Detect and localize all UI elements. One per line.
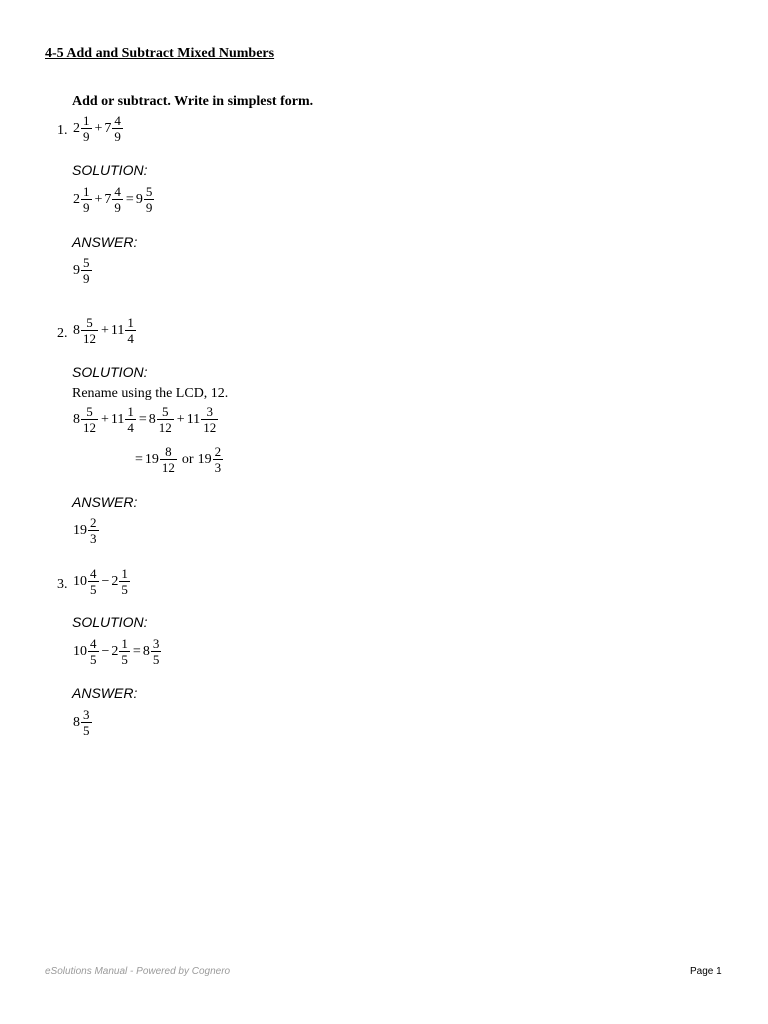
fraction — [81, 185, 92, 214]
whole-number: 2 — [111, 643, 119, 659]
numerator: 4 — [90, 636, 97, 651]
whole-number: 2 — [73, 120, 80, 136]
numerator: 5 — [86, 315, 93, 330]
denominator: 9 — [83, 200, 90, 215]
whole-number: 10 — [73, 573, 87, 589]
fraction — [88, 567, 99, 596]
fraction — [201, 405, 218, 434]
denominator: 5 — [83, 723, 90, 738]
denominator: 9 — [145, 200, 153, 215]
whole-number: 11 — [110, 411, 125, 427]
numerator: 4 — [90, 566, 97, 581]
equals-sign: = — [125, 191, 134, 207]
whole-number: 8 — [142, 643, 150, 659]
numerator: 4 — [114, 184, 121, 199]
denominator: 12 — [83, 420, 96, 435]
fraction — [144, 185, 155, 214]
problem-2-solution-line-1 — [73, 405, 219, 434]
denominator: 5 — [90, 652, 97, 667]
operator: + — [101, 411, 109, 427]
fraction — [213, 445, 224, 474]
answer-label: ANSWER: — [72, 494, 138, 510]
problem-1-solution — [73, 185, 155, 214]
numerator: 1 — [127, 315, 134, 330]
equals-sign: = — [132, 643, 141, 659]
problem-3-answer — [73, 708, 93, 737]
fraction — [157, 405, 174, 434]
denominator: 12 — [161, 460, 175, 475]
whole-number: 11 — [186, 411, 201, 427]
fraction — [88, 516, 99, 545]
problem-3-question — [73, 567, 131, 596]
answer-label: ANSWER: — [72, 234, 138, 250]
whole-number: 19 — [197, 451, 212, 467]
denominator: 3 — [90, 531, 97, 546]
instructions: Add or subtract. Write in simplest form. — [72, 94, 314, 109]
numerator: 1 — [121, 636, 128, 651]
whole-number: 2 — [111, 573, 119, 589]
denominator: 12 — [158, 420, 172, 435]
numerator: 5 — [86, 404, 93, 419]
numerator: 5 — [145, 184, 153, 199]
operator: − — [101, 643, 110, 659]
whole-number: 7 — [104, 191, 112, 207]
problem-3-solution — [73, 637, 162, 666]
solution-note: Rename using the LCD, 12. — [72, 386, 229, 401]
page-number: Page 1 — [690, 966, 722, 977]
fraction — [81, 316, 98, 345]
fraction — [125, 405, 136, 434]
whole-number: 8 — [73, 714, 80, 730]
fraction — [112, 114, 123, 143]
denominator: 9 — [114, 129, 121, 144]
whole-number: 19 — [73, 522, 87, 538]
denominator: 12 — [83, 331, 96, 346]
denominator: 3 — [214, 460, 222, 475]
whole-number: 8 — [73, 322, 80, 338]
operator: + — [94, 120, 103, 136]
fraction — [81, 708, 92, 737]
numerator: 1 — [121, 566, 128, 581]
numerator: 3 — [152, 636, 160, 651]
whole-number: 8 — [148, 411, 156, 427]
whole-number: 2 — [73, 191, 80, 207]
fraction — [160, 445, 177, 474]
footer-credit: eSolutions Manual - Powered by Cognero — [45, 966, 231, 977]
fraction — [88, 637, 99, 666]
fraction — [81, 405, 98, 434]
fraction — [81, 256, 92, 285]
denominator: 5 — [90, 582, 97, 597]
problem-1-question — [73, 114, 124, 143]
problem-2-question — [73, 316, 137, 345]
numerator: 5 — [83, 255, 90, 270]
fraction — [119, 567, 130, 596]
answer-label: ANSWER: — [72, 685, 138, 701]
solution-label: SOLUTION: — [72, 614, 148, 630]
problem-2-solution-line-2 — [133, 445, 224, 474]
whole-number: 9 — [135, 191, 143, 207]
operator: + — [101, 322, 109, 338]
fraction — [119, 637, 130, 666]
equals-sign: = — [135, 451, 143, 467]
operator: + — [94, 191, 103, 207]
numerator: 3 — [206, 404, 213, 419]
numerator: 1 — [127, 404, 134, 419]
numerator: 5 — [162, 404, 169, 419]
numerator: 1 — [83, 113, 90, 128]
problem-3-number: 3. — [57, 577, 68, 592]
numerator: 3 — [83, 707, 90, 722]
denominator: 12 — [203, 420, 217, 435]
solution-label: SOLUTION: — [72, 162, 148, 178]
numerator: 8 — [165, 444, 172, 459]
denominator: 5 — [152, 652, 160, 667]
problem-1-number: 1. — [57, 123, 68, 138]
problem-2-answer — [73, 516, 100, 545]
numerator: 2 — [90, 515, 97, 530]
denominator: 4 — [127, 331, 134, 346]
whole-number: 10 — [73, 643, 87, 659]
solution-label: SOLUTION: — [72, 364, 148, 380]
numerator: 4 — [114, 113, 121, 128]
denominator: 9 — [83, 129, 90, 144]
numerator: 2 — [214, 444, 222, 459]
denominator: 9 — [83, 271, 90, 286]
page-title: 4-5 Add and Subtract Mixed Numbers — [45, 46, 275, 61]
denominator: 4 — [127, 420, 134, 435]
denominator: 5 — [121, 652, 128, 667]
equals-sign: = — [138, 411, 147, 427]
denominator: 9 — [114, 200, 121, 215]
operator: − — [101, 573, 110, 589]
whole-number: 7 — [104, 120, 112, 136]
or-word: or — [181, 451, 194, 467]
whole-number: 8 — [73, 411, 80, 427]
fraction — [112, 185, 123, 214]
whole-number: 9 — [73, 262, 80, 278]
whole-number: 11 — [110, 322, 125, 338]
problem-1-answer — [73, 256, 93, 285]
fraction — [81, 114, 92, 143]
whole-number: 19 — [144, 451, 159, 467]
fraction — [125, 316, 136, 345]
numerator: 1 — [83, 184, 90, 199]
fraction — [151, 637, 162, 666]
denominator: 5 — [121, 582, 128, 597]
problem-2-number: 2. — [57, 326, 68, 341]
operator: + — [176, 411, 185, 427]
